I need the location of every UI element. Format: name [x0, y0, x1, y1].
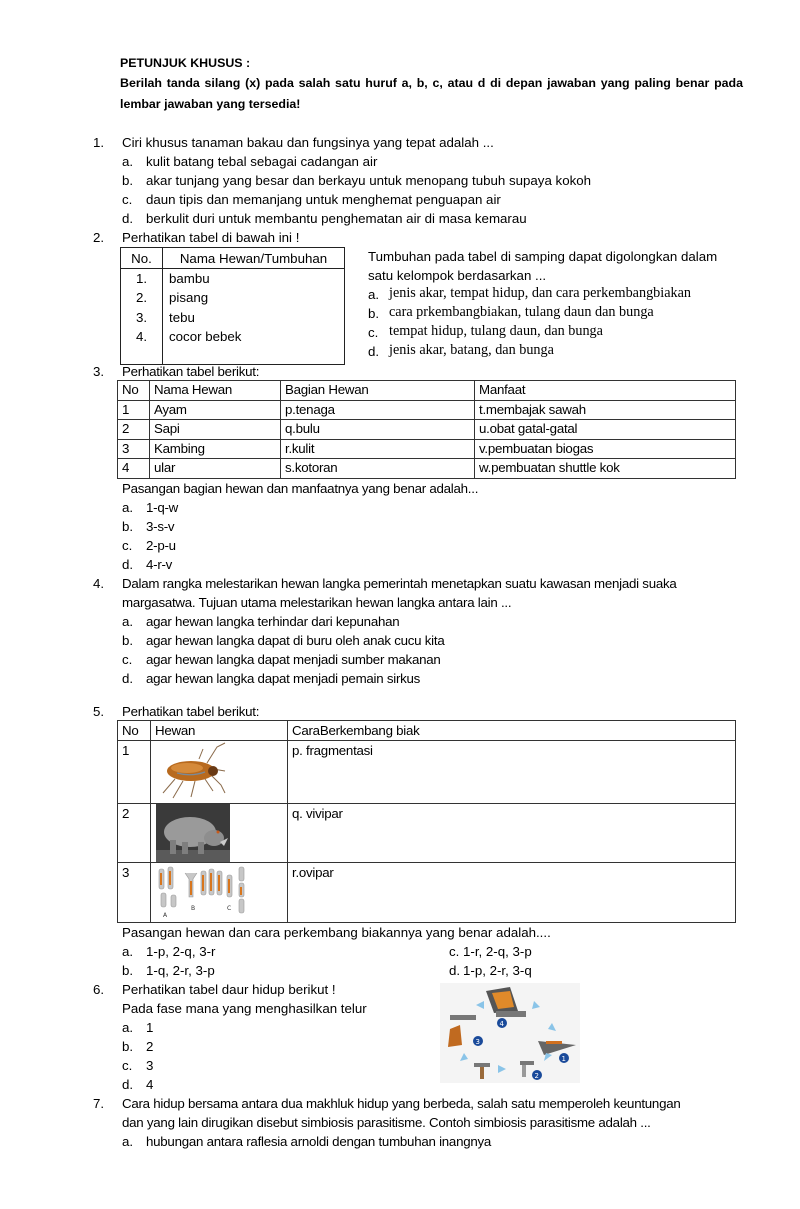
cell-part: p.tenaga — [281, 400, 475, 420]
option-letter: d. — [368, 344, 380, 359]
cell-animal — [151, 741, 288, 804]
option-letter: c. — [449, 944, 460, 959]
cell-animal: ular — [150, 459, 281, 479]
option-b: cara prkembangbiakan, tulang daun dan bunga — [389, 304, 654, 320]
cell-animal — [151, 804, 288, 863]
table-row — [118, 459, 736, 479]
cell-no: 1 — [118, 400, 150, 420]
question-text: Perhatikan tabel daur hidup berikut ! — [122, 982, 336, 997]
question-prompt: Pasangan hewan dan cara perkembang biakannya yang benar adalah.... — [122, 925, 551, 940]
option-d: agar hewan langka dapat menjadi pemain sirkus — [146, 671, 421, 686]
table-row — [121, 269, 345, 289]
cell-no: 3 — [118, 439, 150, 459]
option-letter: d. — [122, 557, 134, 572]
cell-no: 4. — [121, 327, 163, 346]
question-number: 2. — [93, 230, 105, 245]
option-letter: a. — [122, 1020, 134, 1035]
cell-part: q.bulu — [281, 420, 475, 440]
option-letter: d. — [449, 963, 461, 978]
question-number: 1. — [93, 135, 105, 150]
option-d: 4-r-v — [146, 557, 173, 572]
table-row — [118, 400, 736, 420]
column-header-name: Nama Hewan/Tumbuhan — [163, 248, 345, 269]
cell-no: 2 — [118, 804, 151, 863]
cell-no: 1 — [118, 741, 151, 804]
option-b: akar tunjang yang besar dan berkayu untuk menopang tubuh supaya kokoh — [146, 173, 592, 188]
svg-text:1: 1 — [561, 1055, 566, 1063]
option-letter: b. — [122, 173, 134, 188]
cell-part: r.kulit — [281, 439, 475, 459]
option-b: 3-s-v — [146, 519, 175, 534]
instructions-title: PETUNJUK KHUSUS : — [120, 56, 251, 70]
option-letter: b. — [122, 1039, 134, 1054]
svg-text:C: C — [227, 905, 231, 912]
cell-name: tebu — [163, 308, 345, 327]
side-text-line2: satu kelompok berdasarkan ... — [368, 268, 547, 283]
rhinoceros-image — [156, 804, 230, 862]
option-letter: a. — [122, 154, 134, 169]
table-row — [118, 741, 736, 804]
instructions-text: Berilah tanda silang (x) pada salah satu huruf a, b, c, atau d di depan jawaban yang paling benar pada lembar jawaban yang tersedia! — [120, 76, 743, 111]
column-header-part: Bagian Hewan — [281, 381, 475, 401]
column-header-benefit: Manfaat — [475, 381, 736, 401]
cell-no: 1. — [121, 269, 163, 289]
cockroach-image — [155, 741, 233, 801]
question-prompt: Pasangan bagian hewan dan manfaatnya yang benar adalah... — [122, 481, 479, 496]
question-number: 5. — [93, 704, 105, 719]
column-header-no: No. — [121, 248, 163, 269]
animal-parts-table — [117, 380, 736, 479]
question-text: Ciri khusus tanaman bakau dan fungsinya yang tepat adalah ... — [122, 135, 494, 150]
table-row — [121, 308, 345, 327]
option-letter: d. — [122, 671, 134, 686]
question-text: Perhatikan tabel di bawah ini ! — [122, 230, 300, 245]
column-header-no: No — [118, 381, 150, 401]
option-c: daun tipis dan memanjang untuk menghemat penguapan air — [146, 192, 501, 207]
cell-animal: Kambing — [150, 439, 281, 459]
column-header-animal: Hewan — [151, 721, 288, 741]
option-a: jenis akar, tempat hidup, dan cara perkembangbiakan — [389, 285, 691, 301]
column-header-animal: Nama Hewan — [150, 381, 281, 401]
option-a: 1-q-w — [146, 500, 178, 515]
question-text: Perhatikan tabel berikut: — [122, 704, 260, 719]
option-a: 1 — [146, 1020, 154, 1035]
option-a: kulit batang tebal sebagai cadangan air — [146, 154, 378, 169]
cell-no: 3. — [121, 308, 163, 327]
cell-benefit: w.pembuatan shuttle kok — [475, 459, 736, 479]
cell-animal: Ayam — [150, 400, 281, 420]
cell-benefit: u.obat gatal-gatal — [475, 420, 736, 440]
option-letter: a. — [122, 614, 134, 629]
cell-animal — [151, 863, 288, 923]
option-letter: c. — [368, 325, 379, 340]
hydra-budding-diagram — [153, 863, 251, 919]
option-c: agar hewan langka dapat menjadi sumber makanan — [146, 652, 441, 667]
column-header-no: No — [118, 721, 151, 741]
option-letter: d. — [122, 1077, 134, 1092]
option-letter: c. — [122, 1058, 133, 1073]
option-letter: d. — [122, 211, 134, 226]
table-row — [118, 804, 736, 863]
option-b: agar hewan langka dapat di buru oleh anak cucu kita — [146, 633, 445, 648]
cell-name: pisang — [163, 288, 345, 307]
question-number: 7. — [93, 1096, 105, 1111]
option-d: jenis akar, batang, dan bunga — [389, 342, 554, 358]
option-letter: b. — [122, 519, 134, 534]
butterfly-life-cycle-diagram — [440, 983, 580, 1083]
question-prompt: Pada fase mana yang menghasilkan telur — [122, 1001, 367, 1016]
table-row — [118, 439, 736, 459]
table-row — [118, 863, 736, 923]
question-text-line1: Cara hidup bersama antara dua makhluk hidup yang berbeda, salah satu memperoleh keuntungan — [122, 1096, 681, 1111]
option-b: 1-q, 2-r, 3-p — [146, 963, 215, 978]
option-d: berkulit duri untuk membantu penghematan air di masa kemarau — [146, 211, 527, 226]
cell-no: 2 — [118, 420, 150, 440]
question-text-line2: dan yang lain dirugikan disebut simbiosis parasitisme. Contoh simbiosis parasitisme adalah ... — [122, 1115, 651, 1130]
cell-no: 4 — [118, 459, 150, 479]
option-letter: c. — [122, 192, 133, 207]
option-c: tempat hidup, tulang daun, dan bunga — [389, 323, 603, 339]
table-row — [121, 327, 345, 346]
cell-benefit: t.membajak sawah — [475, 400, 736, 420]
cell-name: cocor bebek — [163, 327, 345, 346]
option-a: hubungan antara raflesia arnoldi dengan tumbuhan inangnya — [146, 1134, 492, 1149]
question-text-line1: Dalam rangka melestarikan hewan langka pemerintah menetapkan suatu kawasan menjadi suaka — [122, 576, 677, 591]
question-number: 6. — [93, 982, 105, 997]
option-letter: b. — [368, 306, 380, 321]
question-text-line2: margasatwa. Tujuan utama melestarikan hewan langka antara lain ... — [122, 595, 512, 610]
table-header-row — [118, 381, 736, 401]
option-b: 2 — [146, 1039, 154, 1054]
option-c: 1-r, 2-q, 3-p — [463, 944, 532, 959]
cell-no: 3 — [118, 863, 151, 923]
option-letter: a. — [368, 287, 380, 302]
column-header-method: CaraBerkembang biak — [288, 721, 736, 741]
question-text: Perhatikan tabel berikut: — [122, 364, 260, 379]
svg-text:4: 4 — [499, 1020, 504, 1028]
option-letter: a. — [122, 944, 134, 959]
svg-text:2: 2 — [534, 1072, 539, 1080]
cell-animal: Sapi — [150, 420, 281, 440]
question-number: 4. — [93, 576, 105, 591]
option-letter: a. — [122, 500, 134, 515]
cell-method: p. fragmentasi — [288, 741, 736, 804]
svg-text:B: B — [191, 905, 195, 912]
question-number: 3. — [93, 364, 105, 379]
option-letter: b. — [122, 633, 134, 648]
cell-name: bambu — [163, 269, 345, 289]
svg-text:3: 3 — [475, 1038, 480, 1046]
plants-table — [120, 247, 345, 365]
reproduction-table — [117, 720, 736, 923]
cell-no: 2. — [121, 288, 163, 307]
option-c: 2-p-u — [146, 538, 176, 553]
cell-method: q. vivipar — [288, 804, 736, 863]
option-a: 1-p, 2-q, 3-r — [146, 944, 216, 959]
table-row — [121, 288, 345, 307]
option-d: 4 — [146, 1077, 154, 1092]
option-c: 3 — [146, 1058, 154, 1073]
option-letter: c. — [122, 538, 133, 553]
cell-part: s.kotoran — [281, 459, 475, 479]
table-row — [118, 420, 736, 440]
option-d: 1-p, 2-r, 3-q — [463, 963, 532, 978]
svg-text:A: A — [163, 912, 167, 919]
cell-benefit: v.pembuatan biogas — [475, 439, 736, 459]
side-text-line1: Tumbuhan pada tabel di samping dapat digolongkan dalam — [368, 249, 718, 264]
option-letter: a. — [122, 1134, 134, 1149]
option-letter: c. — [122, 652, 133, 667]
option-a: agar hewan langka terhindar dari kepunahan — [146, 614, 400, 629]
cell-method: r.ovipar — [288, 863, 736, 923]
table-header-row — [118, 721, 736, 741]
option-letter: b. — [122, 963, 134, 978]
